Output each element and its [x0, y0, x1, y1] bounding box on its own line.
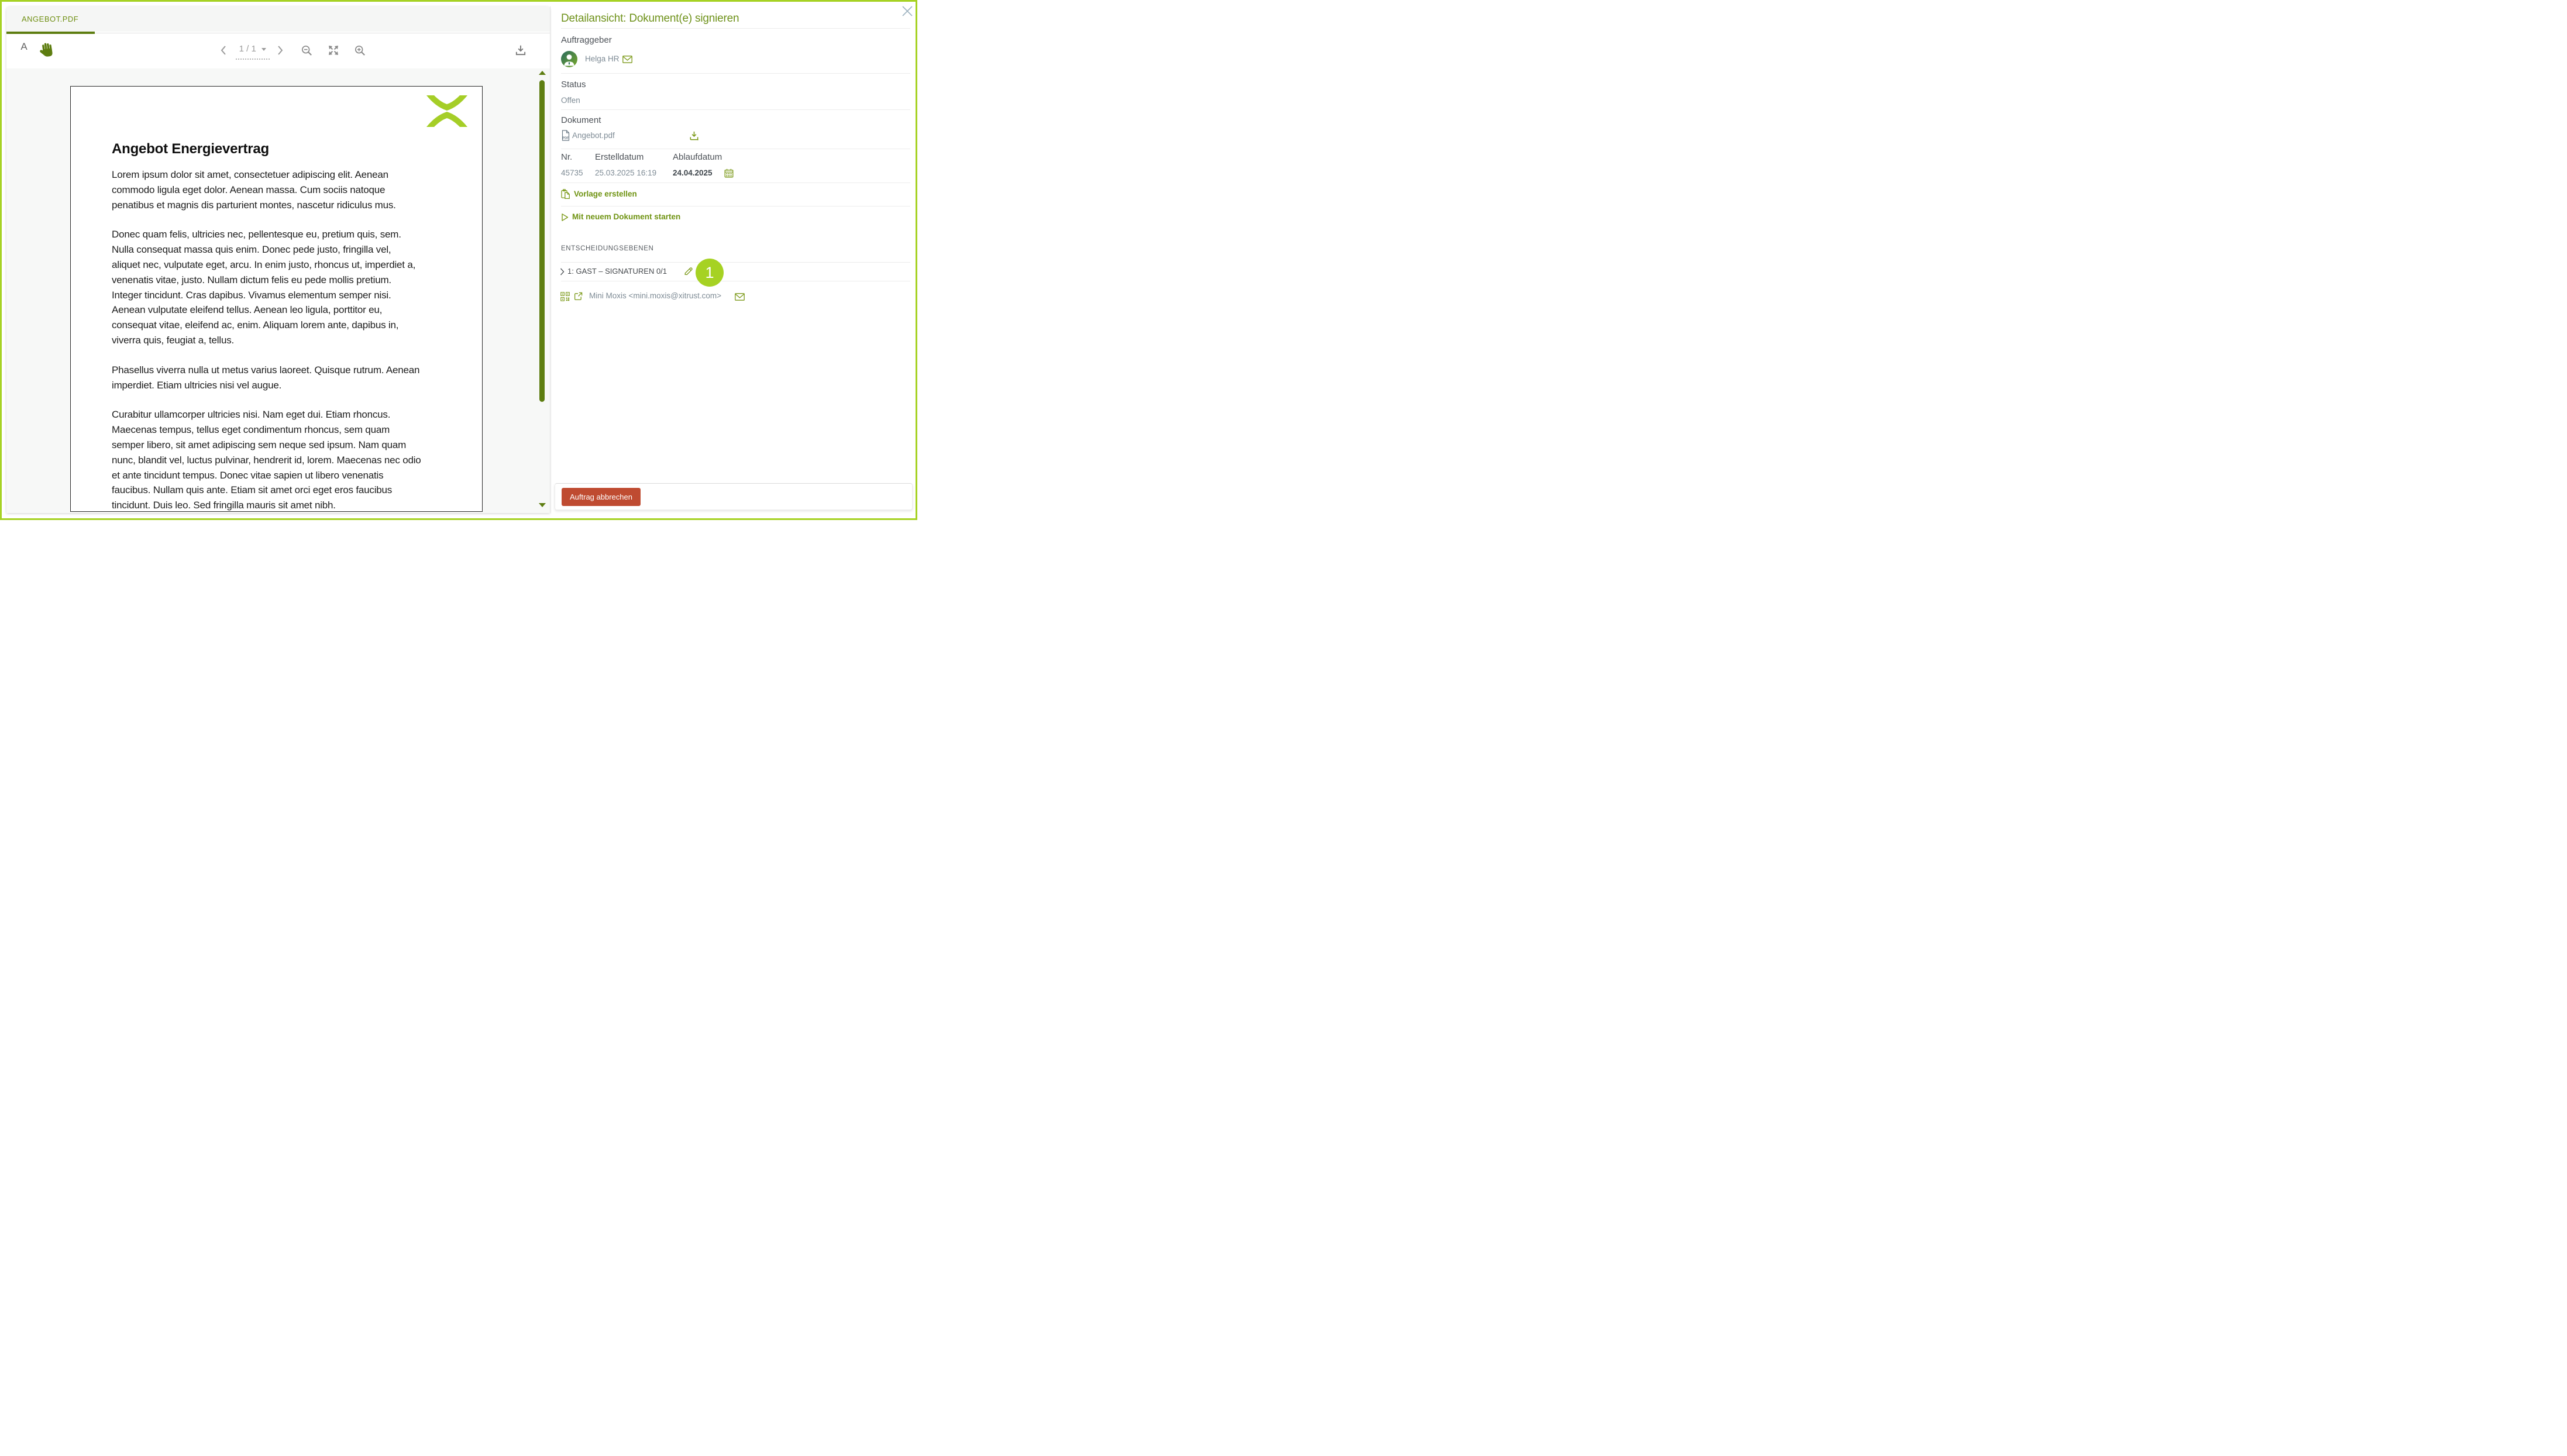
pdf-page: [70, 86, 483, 512]
active-tab-underline: [6, 32, 95, 34]
document-paragraph: Donec quam felis, ultricies nec, pellentesque eu, pretium quis, sem. Nulla consequat massa quis enim. Donec pede justo, fringilla vel, aliquet nec, vulputate eget, arcu. In enim justo, rhoncus ut, imperdiet a, venenatis vitae, justo. Nullam dictum felis eu pede mollis pretium. Integer tincidunt. Cras dapibus. Vivamus elementum semper nisi. Aenean vulputate eleifend tellus. Aenean leo ligula, porttitor eu, consequat vitae, eleifend ac, enim. Aliquam lorem ante, dapibus in, viverra quis, feugiat a, tellus.: [112, 229, 416, 346]
zoom-out-icon[interactable]: [301, 44, 313, 60]
document-filename[interactable]: Angebot.pdf: [572, 131, 615, 140]
page-number-dropdown[interactable]: [236, 43, 270, 60]
divider: [561, 262, 910, 263]
app-window: [0, 0, 917, 520]
chevron-right-icon[interactable]: [560, 268, 565, 278]
status-value: Offen: [561, 96, 580, 105]
text-annotation-tool-icon[interactable]: [17, 42, 31, 52]
divider: [561, 28, 910, 29]
create-template-icon[interactable]: [561, 189, 571, 202]
auftraggeber-label: Auftraggeber: [561, 35, 612, 45]
pdf-viewer-card: [6, 6, 550, 513]
zoom-in-icon[interactable]: [354, 44, 366, 60]
fullscreen-icon[interactable]: [328, 44, 339, 59]
nr-value: 45735: [561, 168, 583, 177]
qr-code-icon[interactable]: [560, 292, 570, 304]
erstelldatum-label: Erstelldatum: [595, 152, 644, 162]
download-pdf-icon[interactable]: [689, 130, 700, 144]
detail-panel-title: Detailansicht: Dokument(e) signieren: [561, 12, 739, 25]
text-tool-glyph: A: [20, 41, 27, 52]
email-icon[interactable]: [622, 56, 632, 66]
annotation-step-badge: 1: [696, 259, 724, 287]
chevron-down-icon: [261, 48, 266, 51]
document-tabstrip: [6, 6, 550, 32]
erstelldatum-value: 25.03.2025 16:19: [595, 168, 657, 177]
tab-angebot-pdf[interactable]: ANGEBOT.PDF: [22, 15, 79, 23]
status-label: Status: [561, 80, 586, 90]
calendar-icon[interactable]: [724, 168, 734, 181]
close-icon[interactable]: [901, 5, 914, 18]
scrollbar-thumb[interactable]: [539, 80, 545, 402]
dokument-label: Dokument: [561, 115, 601, 125]
entscheidungsebenen-heading: ENTSCHEIDUNGSEBENEN: [561, 245, 654, 252]
download-document-icon[interactable]: [514, 44, 527, 60]
page-indicator: 1 / 1: [239, 44, 256, 54]
xitrust-logo: [426, 95, 467, 130]
pdf-viewport: [6, 68, 550, 513]
document-paragraph: Lorem ipsum dolor sit amet, consectetuer adipiscing elit. Aenean commodo ligula eget dolor. Aenean massa. Cum sociis natoque penatibus et magnis dis parturient montes, nascetur ridiculus mus.: [112, 169, 396, 211]
send-email-icon[interactable]: [735, 293, 745, 304]
pan-hand-icon[interactable]: [39, 41, 55, 61]
vorlage-erstellen-link[interactable]: Vorlage erstellen: [574, 190, 637, 198]
svg-text:PDF: PDF: [562, 136, 569, 140]
document-title: Angebot Energievertrag: [112, 141, 269, 157]
signer-email: Mini Moxis <mini.moxis@xitrust.com>: [589, 291, 721, 300]
scrollbar-down-arrow[interactable]: [539, 503, 546, 507]
nr-label: Nr.: [561, 152, 573, 162]
auftraggeber-name: Helga HR: [585, 54, 620, 63]
document-paragraph: Curabitur ullamcorper ultricies nisi. Nam eget dui. Etiam rhoncus. Maecenas tempus, tellus eget condimentum rhoncus, sem quam semper libero, sit amet adipiscing sem neque sed ipsum. Nam quam nunc, blandit vel, luctus pulvinar, hendrerit id, lorem. Maecenas nec odio et ante tincidunt tempus. Donec vitae sapien ut libero venenatis faucibus. Nullam quis ante. Etiam sit amet orci eget eros faucibus tincidunt. Duis leo. Sed fringilla mauris sit amet nibh.: [112, 409, 421, 511]
mit-neuem-dokument-starten-link[interactable]: Mit neuem Dokument starten: [572, 212, 681, 221]
pdf-file-icon: [561, 130, 570, 144]
ablaufdatum-value: 24.04.2025: [673, 168, 713, 177]
panel-footer: [555, 483, 913, 510]
external-link-icon[interactable]: [574, 292, 583, 304]
edit-pencil-icon[interactable]: [683, 266, 693, 279]
avatar: [561, 51, 577, 67]
document-paragraph: Phasellus viverra nulla ut metus varius laoreet. Quisque rutrum. Aenean imperdiet. Etiam ultricies nisi vel augue.: [112, 364, 420, 391]
scrollbar-up-arrow[interactable]: [539, 71, 546, 75]
ablaufdatum-label: Ablaufdatum: [673, 152, 722, 162]
divider: [561, 73, 910, 74]
start-new-play-icon[interactable]: [561, 213, 569, 225]
pdf-toolbar: [6, 34, 550, 68]
cancel-order-button[interactable]: Auftrag abbrechen: [562, 488, 641, 506]
next-page-icon[interactable]: [277, 45, 283, 56]
decision-level-1[interactable]: 1: GAST – SIGNATUREN 0/1: [567, 267, 667, 276]
divider: [561, 109, 910, 110]
previous-page-icon[interactable]: [221, 45, 226, 56]
